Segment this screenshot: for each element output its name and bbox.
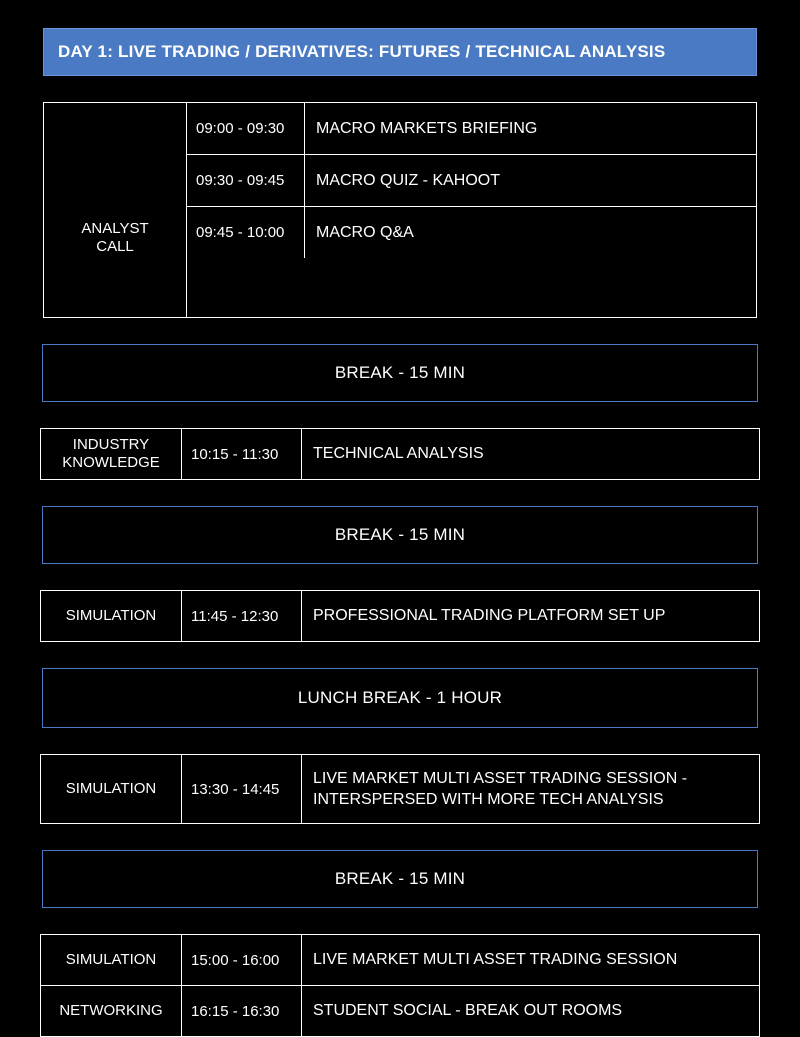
row-time: 10:15 - 11:30	[182, 429, 302, 479]
schedule-item-live-market-1	[40, 754, 760, 824]
row-time: 09:45 - 10:00	[187, 207, 305, 258]
row-description: LIVE MARKET MULTI ASSET TRADING SESSION	[313, 951, 678, 969]
row-time: 16:15 - 16:30	[182, 986, 302, 1036]
row-description: PROFESSIONAL TRADING PLATFORM SET UP	[313, 607, 666, 625]
row-description: LIVE MARKET MULTI ASSET TRADING SESSION - INTERSPERSED WITH MORE TECH ANALYSIS	[313, 769, 688, 809]
table-row	[187, 155, 756, 207]
row-time: 09:30 - 09:45	[187, 155, 305, 206]
row-description: MACRO QUIZ - KAHOOT	[316, 171, 500, 189]
group-rows	[187, 103, 756, 317]
row-description: STUDENT SOCIAL - BREAK OUT ROOMS	[313, 1002, 623, 1020]
row-time: 11:45 - 12:30	[182, 591, 302, 641]
schedule-item-live-market-2	[41, 935, 759, 986]
schedule-stack-final	[40, 934, 760, 1037]
category-label: SIMULATION	[41, 935, 182, 985]
lunch-break-bar	[42, 668, 758, 728]
page-title: DAY 1: LIVE TRADING / DERIVATIVES: FUTURES / TECHNICAL ANALYSIS	[58, 42, 666, 61]
table-row	[187, 103, 756, 155]
break-label: BREAK - 15 MIN	[334, 363, 466, 383]
break-label: BREAK - 15 MIN	[334, 869, 466, 889]
break-bar	[42, 506, 758, 564]
category-label: ANALYST CALL	[44, 103, 187, 317]
row-description: MACRO MARKETS BRIEFING	[316, 119, 538, 137]
category-label: INDUSTRY KNOWLEDGE	[41, 429, 182, 479]
row-time: 15:00 - 16:00	[182, 935, 302, 985]
break-bar	[42, 344, 758, 402]
row-description: TECHNICAL ANALYSIS	[313, 445, 484, 463]
category-label: SIMULATION	[41, 591, 182, 641]
schedule-item-student-social	[41, 986, 759, 1036]
break-label: BREAK - 15 MIN	[334, 525, 466, 545]
schedule-page	[0, 28, 800, 1028]
schedule-group-analyst-call	[43, 102, 757, 318]
schedule-item-platform-setup	[40, 590, 760, 642]
break-bar	[42, 850, 758, 908]
row-description: MACRO Q&A	[316, 223, 414, 241]
row-time: 13:30 - 14:45	[182, 755, 302, 823]
table-row	[187, 207, 756, 258]
break-label: LUNCH BREAK - 1 HOUR	[297, 688, 503, 708]
category-label: NETWORKING	[41, 986, 182, 1036]
header-banner	[43, 28, 757, 76]
schedule-item-technical-analysis	[40, 428, 760, 480]
category-label: SIMULATION	[41, 755, 182, 823]
row-time: 09:00 - 09:30	[187, 103, 305, 154]
